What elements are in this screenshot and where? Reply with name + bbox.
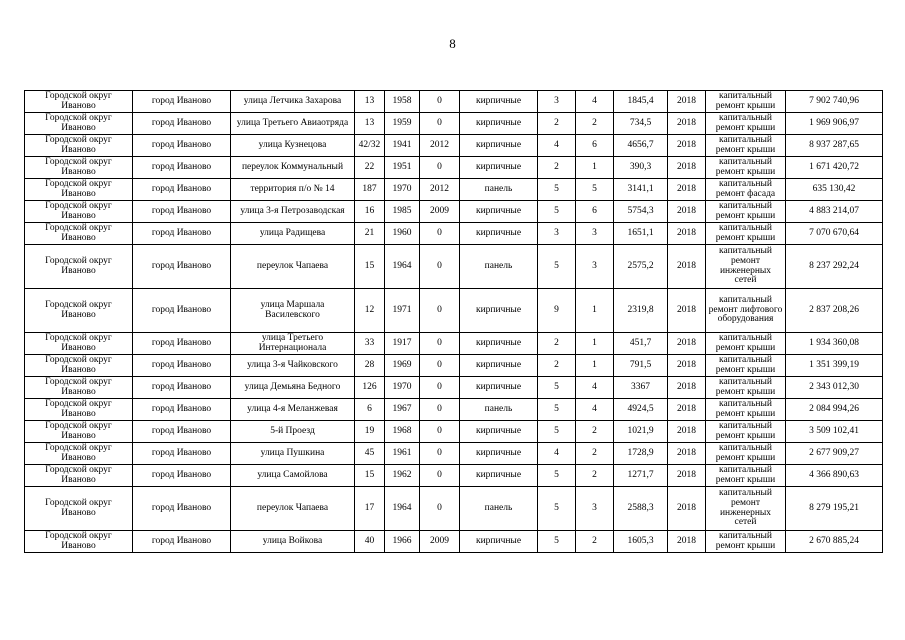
- area-cell: 2575,2: [614, 245, 668, 289]
- street-cell: улица Радищева: [231, 223, 355, 245]
- entrances-cell: 2: [576, 113, 614, 135]
- area-cell: 1605,3: [614, 531, 668, 553]
- entrances-cell: 6: [576, 201, 614, 223]
- entrances-cell: 2: [576, 531, 614, 553]
- entrances-cell: 1: [576, 355, 614, 377]
- cost-cell: 1 969 906,97: [786, 113, 883, 135]
- entrances-cell: 1: [576, 333, 614, 355]
- settlement-cell: город Иваново: [133, 355, 231, 377]
- house-number-cell: 13: [355, 91, 385, 113]
- house-number-cell: 6: [355, 399, 385, 421]
- wall-material-cell: кирпичные: [460, 333, 538, 355]
- street-cell: 5-й Проезд: [231, 421, 355, 443]
- work-type-cell: капитальный ремонт крыши: [706, 531, 786, 553]
- cost-cell: 3 509 102,41: [786, 421, 883, 443]
- floors-cell: 5: [538, 245, 576, 289]
- area-cell: 4924,5: [614, 399, 668, 421]
- reconstruction-year-cell: 0: [420, 91, 460, 113]
- entrances-cell: 3: [576, 223, 614, 245]
- work-type-cell: капитальный ремонт инженерных сетей: [706, 245, 786, 289]
- area-cell: 1728,9: [614, 443, 668, 465]
- area-cell: 1845,4: [614, 91, 668, 113]
- year-built-cell: 1966: [385, 531, 420, 553]
- reconstruction-year-cell: 0: [420, 355, 460, 377]
- municipality-cell: Городской округ Иваново: [25, 179, 133, 201]
- house-number-cell: 19: [355, 421, 385, 443]
- entrances-cell: 1: [576, 289, 614, 333]
- house-number-cell: 13: [355, 113, 385, 135]
- wall-material-cell: кирпичные: [460, 289, 538, 333]
- area-cell: 2319,8: [614, 289, 668, 333]
- work-type-cell: капитальный ремонт крыши: [706, 135, 786, 157]
- table-row: [25, 355, 883, 377]
- municipality-cell: Городской округ Иваново: [25, 487, 133, 531]
- work-type-cell: капитальный ремонт инженерных сетей: [706, 487, 786, 531]
- repair-year-cell: 2018: [668, 333, 706, 355]
- reconstruction-year-cell: 2012: [420, 179, 460, 201]
- cost-cell: 1 934 360,08: [786, 333, 883, 355]
- cost-cell: 4 883 214,07: [786, 201, 883, 223]
- reconstruction-year-cell: 0: [420, 289, 460, 333]
- wall-material-cell: кирпичные: [460, 157, 538, 179]
- floors-cell: 3: [538, 223, 576, 245]
- year-built-cell: 1967: [385, 399, 420, 421]
- reconstruction-year-cell: 2009: [420, 201, 460, 223]
- house-number-cell: 17: [355, 487, 385, 531]
- repair-year-cell: 2018: [668, 421, 706, 443]
- house-number-cell: 15: [355, 465, 385, 487]
- table-body: [25, 91, 883, 553]
- street-cell: переулок Чапаева: [231, 487, 355, 531]
- street-cell: переулок Коммунальный: [231, 157, 355, 179]
- repair-year-cell: 2018: [668, 355, 706, 377]
- table-row: [25, 157, 883, 179]
- settlement-cell: город Иваново: [133, 157, 231, 179]
- year-built-cell: 1961: [385, 443, 420, 465]
- reconstruction-year-cell: 0: [420, 157, 460, 179]
- repair-year-cell: 2018: [668, 179, 706, 201]
- floors-cell: 2: [538, 355, 576, 377]
- cost-cell: 2 084 994,26: [786, 399, 883, 421]
- floors-cell: 5: [538, 487, 576, 531]
- year-built-cell: 1917: [385, 333, 420, 355]
- table-row: [25, 91, 883, 113]
- floors-cell: 5: [538, 377, 576, 399]
- work-type-cell: капитальный ремонт крыши: [706, 465, 786, 487]
- wall-material-cell: кирпичные: [460, 421, 538, 443]
- street-cell: улица 3-я Чайковского: [231, 355, 355, 377]
- reconstruction-year-cell: 0: [420, 333, 460, 355]
- work-type-cell: капитальный ремонт лифтового оборудования: [706, 289, 786, 333]
- floors-cell: 5: [538, 531, 576, 553]
- settlement-cell: город Иваново: [133, 289, 231, 333]
- wall-material-cell: кирпичные: [460, 91, 538, 113]
- house-number-cell: 187: [355, 179, 385, 201]
- entrances-cell: 4: [576, 399, 614, 421]
- entrances-cell: 3: [576, 487, 614, 531]
- reconstruction-year-cell: 2009: [420, 531, 460, 553]
- settlement-cell: город Иваново: [133, 245, 231, 289]
- page-number: 8: [449, 36, 456, 51]
- year-built-cell: 1985: [385, 201, 420, 223]
- area-cell: 791,5: [614, 355, 668, 377]
- municipality-cell: Городской округ Иваново: [25, 245, 133, 289]
- table-row: [25, 223, 883, 245]
- work-type-cell: капитальный ремонт крыши: [706, 201, 786, 223]
- settlement-cell: город Иваново: [133, 443, 231, 465]
- cost-cell: 2 837 208,26: [786, 289, 883, 333]
- municipality-cell: Городской округ Иваново: [25, 531, 133, 553]
- street-cell: улица 4-я Меланжевая: [231, 399, 355, 421]
- entrances-cell: 6: [576, 135, 614, 157]
- work-type-cell: капитальный ремонт крыши: [706, 355, 786, 377]
- house-number-cell: 12: [355, 289, 385, 333]
- settlement-cell: город Иваново: [133, 531, 231, 553]
- street-cell: улица Войкова: [231, 531, 355, 553]
- reconstruction-year-cell: 0: [420, 223, 460, 245]
- settlement-cell: город Иваново: [133, 91, 231, 113]
- cost-cell: 7 902 740,96: [786, 91, 883, 113]
- area-cell: 2588,3: [614, 487, 668, 531]
- area-cell: 390,3: [614, 157, 668, 179]
- settlement-cell: город Иваново: [133, 113, 231, 135]
- floors-cell: 4: [538, 443, 576, 465]
- wall-material-cell: кирпичные: [460, 443, 538, 465]
- municipality-cell: Городской округ Иваново: [25, 223, 133, 245]
- cost-cell: 2 670 885,24: [786, 531, 883, 553]
- reconstruction-year-cell: 2012: [420, 135, 460, 157]
- wall-material-cell: кирпичные: [460, 223, 538, 245]
- wall-material-cell: панель: [460, 245, 538, 289]
- repair-year-cell: 2018: [668, 443, 706, 465]
- street-cell: улица Маршала Василевского: [231, 289, 355, 333]
- house-number-cell: 16: [355, 201, 385, 223]
- entrances-cell: 5: [576, 179, 614, 201]
- entrances-cell: 2: [576, 421, 614, 443]
- floors-cell: 2: [538, 157, 576, 179]
- municipality-cell: Городской округ Иваново: [25, 421, 133, 443]
- area-cell: 734,5: [614, 113, 668, 135]
- reconstruction-year-cell: 0: [420, 377, 460, 399]
- entrances-cell: 1: [576, 157, 614, 179]
- area-cell: 5754,3: [614, 201, 668, 223]
- house-number-cell: 42/32: [355, 135, 385, 157]
- repair-year-cell: 2018: [668, 113, 706, 135]
- floors-cell: 2: [538, 333, 576, 355]
- table-row: [25, 531, 883, 553]
- year-built-cell: 1970: [385, 179, 420, 201]
- table-row: [25, 201, 883, 223]
- table-row: [25, 245, 883, 289]
- table-row: [25, 465, 883, 487]
- year-built-cell: 1960: [385, 223, 420, 245]
- floors-cell: 5: [538, 179, 576, 201]
- municipality-cell: Городской округ Иваново: [25, 135, 133, 157]
- street-cell: улица Самойлова: [231, 465, 355, 487]
- cost-cell: 8 237 292,24: [786, 245, 883, 289]
- settlement-cell: город Иваново: [133, 135, 231, 157]
- municipality-cell: Городской округ Иваново: [25, 333, 133, 355]
- year-built-cell: 1970: [385, 377, 420, 399]
- municipality-cell: Городской округ Иваново: [25, 157, 133, 179]
- work-type-cell: капитальный ремонт крыши: [706, 113, 786, 135]
- settlement-cell: город Иваново: [133, 487, 231, 531]
- repair-year-cell: 2018: [668, 157, 706, 179]
- floors-cell: 2: [538, 113, 576, 135]
- house-number-cell: 126: [355, 377, 385, 399]
- work-type-cell: капитальный ремонт крыши: [706, 223, 786, 245]
- house-number-cell: 40: [355, 531, 385, 553]
- wall-material-cell: панель: [460, 179, 538, 201]
- table-row: [25, 289, 883, 333]
- entrances-cell: 4: [576, 377, 614, 399]
- repair-year-cell: 2018: [668, 91, 706, 113]
- settlement-cell: город Иваново: [133, 179, 231, 201]
- year-built-cell: 1964: [385, 245, 420, 289]
- settlement-cell: город Иваново: [133, 399, 231, 421]
- entrances-cell: 3: [576, 245, 614, 289]
- house-number-cell: 28: [355, 355, 385, 377]
- year-built-cell: 1964: [385, 487, 420, 531]
- floors-cell: 3: [538, 91, 576, 113]
- area-cell: 1271,7: [614, 465, 668, 487]
- cost-cell: 635 130,42: [786, 179, 883, 201]
- wall-material-cell: кирпичные: [460, 465, 538, 487]
- municipality-cell: Городской округ Иваново: [25, 91, 133, 113]
- house-number-cell: 33: [355, 333, 385, 355]
- repair-year-cell: 2018: [668, 245, 706, 289]
- area-cell: 1651,1: [614, 223, 668, 245]
- repair-year-cell: 2018: [668, 289, 706, 333]
- floors-cell: 9: [538, 289, 576, 333]
- house-number-cell: 15: [355, 245, 385, 289]
- year-built-cell: 1951: [385, 157, 420, 179]
- year-built-cell: 1969: [385, 355, 420, 377]
- repair-year-cell: 2018: [668, 135, 706, 157]
- table-row: [25, 135, 883, 157]
- street-cell: улица Демьяна Бедного: [231, 377, 355, 399]
- area-cell: 451,7: [614, 333, 668, 355]
- repair-year-cell: 2018: [668, 531, 706, 553]
- area-cell: 3141,1: [614, 179, 668, 201]
- reconstruction-year-cell: 0: [420, 443, 460, 465]
- street-cell: переулок Чапаева: [231, 245, 355, 289]
- municipality-cell: Городской округ Иваново: [25, 201, 133, 223]
- table-row: [25, 399, 883, 421]
- year-built-cell: 1941: [385, 135, 420, 157]
- repair-year-cell: 2018: [668, 223, 706, 245]
- settlement-cell: город Иваново: [133, 465, 231, 487]
- work-type-cell: капитальный ремонт крыши: [706, 91, 786, 113]
- street-cell: улица Третьего Интернационала: [231, 333, 355, 355]
- street-cell: территория п/о № 14: [231, 179, 355, 201]
- reconstruction-year-cell: 0: [420, 245, 460, 289]
- cost-cell: 7 070 670,64: [786, 223, 883, 245]
- table-row: [25, 421, 883, 443]
- cost-cell: 4 366 890,63: [786, 465, 883, 487]
- table-row: [25, 443, 883, 465]
- municipality-cell: Городской округ Иваново: [25, 399, 133, 421]
- table-row: [25, 377, 883, 399]
- floors-cell: 5: [538, 399, 576, 421]
- wall-material-cell: кирпичные: [460, 531, 538, 553]
- reconstruction-year-cell: 0: [420, 421, 460, 443]
- work-type-cell: капитальный ремонт крыши: [706, 377, 786, 399]
- wall-material-cell: кирпичные: [460, 135, 538, 157]
- table-row: [25, 179, 883, 201]
- area-cell: 3367: [614, 377, 668, 399]
- repair-year-cell: 2018: [668, 465, 706, 487]
- cost-cell: 2 343 012,30: [786, 377, 883, 399]
- street-cell: улица Третьего Авиаотряда: [231, 113, 355, 135]
- cost-cell: 8 279 195,21: [786, 487, 883, 531]
- wall-material-cell: панель: [460, 487, 538, 531]
- work-type-cell: капитальный ремонт крыши: [706, 333, 786, 355]
- settlement-cell: город Иваново: [133, 223, 231, 245]
- repair-year-cell: 2018: [668, 201, 706, 223]
- municipality-cell: Городской округ Иваново: [25, 289, 133, 333]
- year-built-cell: 1962: [385, 465, 420, 487]
- work-type-cell: капитальный ремонт крыши: [706, 421, 786, 443]
- municipality-cell: Городской округ Иваново: [25, 377, 133, 399]
- wall-material-cell: кирпичные: [460, 377, 538, 399]
- cost-cell: 8 937 287,65: [786, 135, 883, 157]
- work-type-cell: капитальный ремонт крыши: [706, 399, 786, 421]
- floors-cell: 5: [538, 465, 576, 487]
- house-number-cell: 22: [355, 157, 385, 179]
- year-built-cell: 1959: [385, 113, 420, 135]
- year-built-cell: 1971: [385, 289, 420, 333]
- reconstruction-year-cell: 0: [420, 113, 460, 135]
- wall-material-cell: кирпичные: [460, 355, 538, 377]
- cost-cell: 2 677 909,27: [786, 443, 883, 465]
- wall-material-cell: панель: [460, 399, 538, 421]
- entrances-cell: 2: [576, 465, 614, 487]
- street-cell: улица Кузнецова: [231, 135, 355, 157]
- area-cell: 4656,7: [614, 135, 668, 157]
- entrances-cell: 4: [576, 91, 614, 113]
- settlement-cell: город Иваново: [133, 333, 231, 355]
- reconstruction-year-cell: 0: [420, 399, 460, 421]
- street-cell: улица 3-я Петрозаводская: [231, 201, 355, 223]
- entrances-cell: 2: [576, 443, 614, 465]
- work-type-cell: капитальный ремонт крыши: [706, 157, 786, 179]
- street-cell: улица Летчика Захарова: [231, 91, 355, 113]
- cost-cell: 1 671 420,72: [786, 157, 883, 179]
- reconstruction-year-cell: 0: [420, 487, 460, 531]
- area-cell: 1021,9: [614, 421, 668, 443]
- house-number-cell: 21: [355, 223, 385, 245]
- municipality-cell: Городской округ Иваново: [25, 443, 133, 465]
- year-built-cell: 1968: [385, 421, 420, 443]
- house-number-cell: 45: [355, 443, 385, 465]
- table-row: [25, 487, 883, 531]
- work-type-cell: капитальный ремонт фасада: [706, 179, 786, 201]
- street-cell: улица Пушкина: [231, 443, 355, 465]
- year-built-cell: 1958: [385, 91, 420, 113]
- repair-year-cell: 2018: [668, 399, 706, 421]
- repair-year-cell: 2018: [668, 377, 706, 399]
- settlement-cell: город Иваново: [133, 377, 231, 399]
- cost-cell: 1 351 399,19: [786, 355, 883, 377]
- municipality-cell: Городской округ Иваново: [25, 113, 133, 135]
- settlement-cell: город Иваново: [133, 201, 231, 223]
- municipality-cell: Городской округ Иваново: [25, 355, 133, 377]
- municipality-cell: Городской округ Иваново: [25, 465, 133, 487]
- work-type-cell: капитальный ремонт крыши: [706, 443, 786, 465]
- repair-year-cell: 2018: [668, 487, 706, 531]
- wall-material-cell: кирпичные: [460, 113, 538, 135]
- settlement-cell: город Иваново: [133, 421, 231, 443]
- wall-material-cell: кирпичные: [460, 201, 538, 223]
- table-row: [25, 333, 883, 355]
- floors-cell: 5: [538, 201, 576, 223]
- reconstruction-year-cell: 0: [420, 465, 460, 487]
- floors-cell: 5: [538, 421, 576, 443]
- table-row: [25, 113, 883, 135]
- floors-cell: 4: [538, 135, 576, 157]
- repair-table: [24, 90, 883, 553]
